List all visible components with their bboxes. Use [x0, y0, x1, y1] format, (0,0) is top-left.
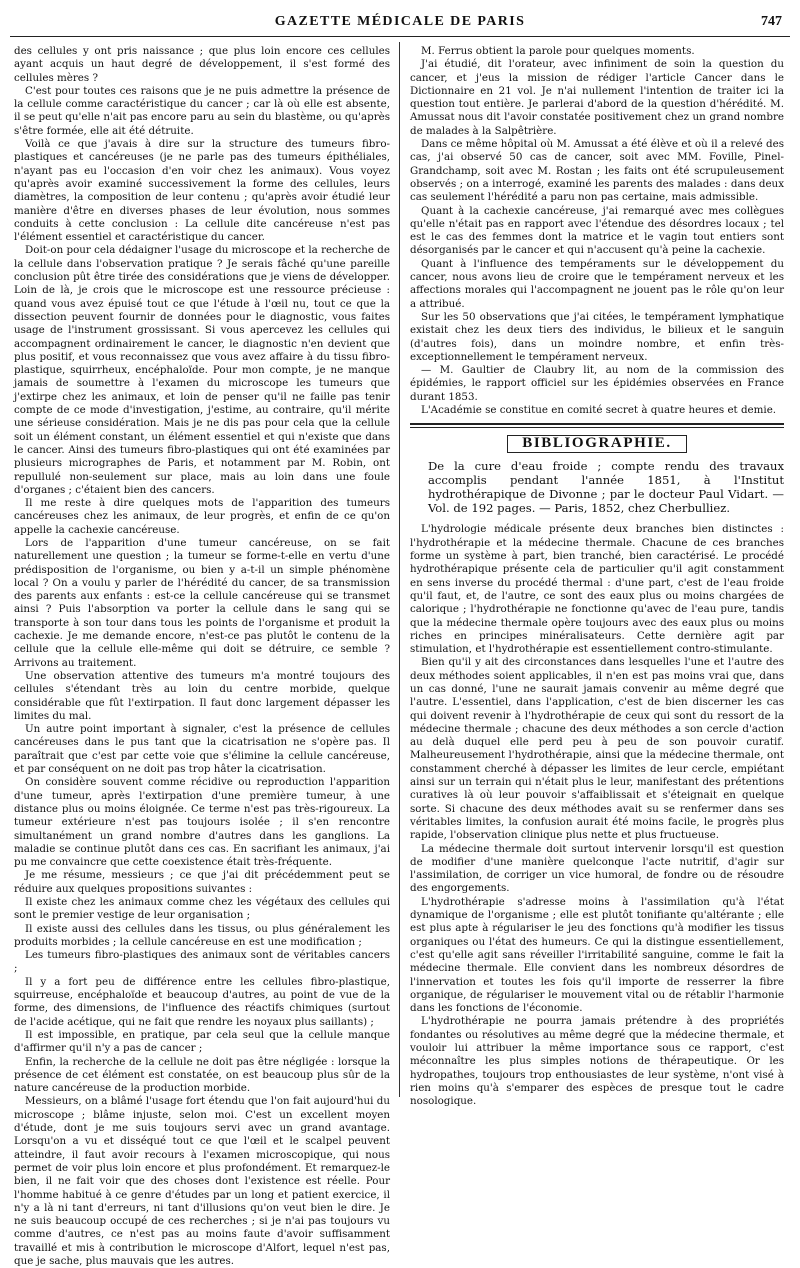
proposition: Il existe aussi des cellules dans les tissus, ou plus généralement les produits morbides ; la cellule cancéreuse en est une modification ; [14, 922, 390, 948]
review-paragraph: L'hydrothérapie ne pourra jamais prétendre à des propriétés fondantes ou résolutives au même degré que la médecine thermale, et vouloir lui attribuer la même importance sous ce rapport, c'est méconnaître les plus simples notions de thérapeutique. Or les hydropathes, toujours trop enthousiastes de leur système, n'ont visé à rien moins qu'à s'emparer des espèces de presque tout le cadre nosologique. [410, 1015, 784, 1108]
paragraph: L'Académie se constitue en comité secret à quatre heures et demie. [421, 404, 777, 417]
paragraph: Quant à l'influence des tempéraments sur le développement du cancer, nous avons lieu de croire que le tempérament nerveux et les affections morales qui l'accompagnent ne jouent pas le rôle qu'on leur a attribué. [410, 257, 784, 310]
page-header [10, 14, 790, 37]
paragraph: On considère souvent comme récidive ou reproduction l'apparition d'une tumeur, après l'extirpation d'une première tumeur, à une distance plus ou moins éloignée. Ce terme n'est pas très-rigoureux. La tumeur extérieure n'est pas toujours isolée ; il s'en rencontre simultanément un grand nombre d'autres dans les ganglions. La maladie se continue plutôt dans ces cas. En sacrifiant les animaux, j'ai pu me convaincre que cette coexistence était très-fréquente. [14, 776, 390, 869]
paragraph: C'est pour toutes ces raisons que je ne puis admettre la présence de la cellule comme caractéristique du cancer ; car là où elle est absente, il se peut qu'elle n'ait pas encore paru au sein du blastème, ou qu'après s'être formée, elle ait été détruite. [14, 84, 390, 137]
book-citation: De la cure d'eau froide ; compte rendu des travaux accomplis pendant l'année 1851, à l'Institut hydrothérapique de Divonne ; par le docteur Paul Vidart. — Vol. de 192 pages. — Paris, 1852, chez Cherbulliez. [428, 458, 784, 516]
page-number: 747 [761, 14, 782, 29]
review-paragraph: L'hydrologie médicale présente deux branches bien distinctes : l'hydrothérapie et la médecine thermale. Chacune de ces branches forme un système à part, bien tranché, bien caractérisé. Le procédé hydrothérapique présente cela de particulier qu'il agit constamment en sens inverse du procédé thermal : d'une part, c'est de l'eau froide qu'il faut, et, de l'autre, ce sont des eaux plus ou moins chargées de calorique ; l'hydrothérapie ne fonctionne qu'avec de l'eau pure, tandis que la médecine thermale opère toujours avec des eaux plus ou moins riches en principes minéralisateurs. Cette dernière agit par stimulation, et l'hydrothérapie est essentiellement contro-stimulante. [410, 523, 784, 656]
review-paragraph: L'hydrothérapie s'adresse moins à l'assimilation qu'à l'état dynamique de l'organisme ; elle est plutôt tonifiante qu'altérante ; elle est plus apte à régulariser le jeu des fonctions qu'à modifier les tissus organiques ou l'état des humeurs. Ce qui la distingue essentiellement, c'est qu'elle agit sans réveiller l'irritabilité sanguine, comme le fait la médecine thermale. Elle convient dans les nombreux désordres de l'innervation et toutes les fois qu'il importe de resserrer la fibre organique, de régulariser le mouvement vital ou de rétablir l'harmonie dans les fonctions de l'économie. [410, 895, 784, 1015]
book-entry [410, 459, 784, 516]
left-column [14, 45, 390, 1268]
proposition: Il existe chez les animaux comme chez les végétaux des cellules qui sont le premier vestige de leur organisation ; [14, 896, 390, 922]
column-divider [399, 42, 400, 1097]
proposition: Les tumeurs fibro-plastiques des animaux sont de véritables cancers ; [14, 949, 390, 975]
paragraph: Lors de l'apparition d'une tumeur cancéreuse, on se fait naturellement une question ; la tumeur se forme-t-elle en vertu d'une prédisposition de l'organisme, ou bien y a-t-il un simple phénomène local ? On a voulu y parler de l'hérédité du cancer, de sa transmission des parents aux enfants : est-ce la cellule cancéreuse qui se transmet ainsi ? Puis l'absorption va porter la cellule dans le sang qui se transporte à son tour dans tous les points de l'organisme et produit la cachexie. Je me demande encore, n'est-ce pas plutôt le contenu de la cellule que la cellule elle-même qui doit se détruire, ce semble ? Arrivons au traitement. [14, 536, 390, 669]
right-column [410, 45, 784, 1108]
paragraph: Une observation attentive des tumeurs m'a montré toujours des cellules s'étendant très au loin du centre morbide, quelque considérable que fût l'extirpation. Il faut donc largement dépasser les limites du mal. [14, 669, 390, 722]
paragraph: J'ai étudié, dit l'orateur, avec infiniment de soin la question du cancer, et j'eus la mission de rédiger l'article Cancer dans le Dictionnaire en 21 vol. Je n'ai nullement l'intention de traiter ici la question tout entière. Je parlerai d'abord de la question d'hérédité. M. Amussat nous dit l'avoir constatée positivement chez un grand nombre de malades à la Salpêtrière. [410, 58, 784, 137]
proposition: Il est impossible, en pratique, par cela seul que la cellule manque d'affirmer qu'il n'y a pas de cancer ; [14, 1028, 390, 1055]
paragraph: — M. Gaultier de Claubry lit, au nom de la commission des épidémies, le rapport officiel sur les épidémies observées en France durant 1853. [410, 364, 784, 403]
proposition: Il y a fort peu de différence entre les cellules fibro-plastique, squirreuse, encéphaloïde et beaucoup d'autres, au point de vue de la forme, des dimensions, de l'influence des réactifs chimiques (surtout de l'acide acétique, qui ne fait que rendre les noyaux plus saillants) ; [14, 975, 390, 1028]
section-rule [410, 423, 784, 428]
paragraph: Messieurs, on a blâmé l'usage fort étendu que l'on fait aujourd'hui du microscope ; blâme injuste, selon moi. C'est un excellent moyen d'étude, dont je me suis toujours servi avec un grand avantage. Lorsqu'on a vu et disséqué tout ce que l'œil et le scalpel peuvent atteindre, il faut avoir recours à l'examen microscopique, qui nous permet de voir plus loin encore et plus profondément. Et remarquez-le bien, il ne fait voir que des choses dont l'existence est réelle. Pour l'homme habitué à ce genre d'études par un long et patient exercice, il n'y a là ni tant d'erreurs, ni tant d'illusions qu'on veut bien le dire. Je ne suis beaucoup occupé de ces recherches ; si je n'ai pas toujours vu comme d'autres, ce n'est pas au moins faute d'avoir suffisamment travaillé et mis à contribution le microscope d'Alfort, lequel n'est pas, que je sache, plus mauvais que les autres. [14, 1095, 390, 1268]
review-paragraph: La médecine thermale doit surtout intervenir lorsqu'il est question de modifier d'une manière quelconque l'acte nutritif, d'agir sur l'assimilation, de corriger un vice humoral, de fondre ou de résoudre des engorgements. [410, 842, 784, 895]
paragraph: Dans ce même hôpital où M. Amussat a été élève et où il a relevé des cas, j'ai observé 50 cas de cancer, soit avec MM. Foville, Pinel-Grandchamp, soit avec M. Rostan ; les faits ont été scrupuleusement observés ; on a interrogé, examiné les parents des malades : dans deux cas seulement l'hérédité a paru non pas certaine, mais admissible. [410, 138, 784, 204]
paragraph: Je me résume, messieurs ; ce que j'ai dit précédemment peut se réduire aux quelques propositions suivantes : [14, 869, 390, 895]
section-heading [410, 435, 784, 452]
paragraph: Quant à la cachexie cancéreuse, j'ai remarqué avec mes collègues qu'elle n'était pas en rapport avec l'étendue des désordres locaux ; tel est le cas des femmes dont la matrice et le vagin tout entiers sont désorganisés par le cancer et qui n'accusent qu'à peine la cachexie. [410, 204, 784, 257]
paragraph: Sur les 50 observations que j'ai citées, le tempérament lymphatique existait chez les deux tiers des individus, le bilieux et le sanguin (d'autres fois), dans un moindre nombre, et enfin très-exceptionnellement le tempérament nerveux. [410, 310, 784, 363]
proposition: Enfin, la recherche de la cellule ne doit pas être négligée : lorsque la présence de cet élément est constatée, on est beaucoup plus sûr de la nature cancéreuse de la production morbide. [14, 1055, 390, 1095]
paragraph: M. Ferrus obtient la parole pour quelques moments. [421, 45, 695, 57]
review-paragraph: Bien qu'il y ait des circonstances dans lesquelles l'une et l'autre des deux méthodes soient applicables, il n'en est pas moins vrai que, dans un cas donné, l'une ne saurait jamais convenir au même degré que l'autre. L'essentiel, dans l'application, c'est de bien discerner les cas qui doivent revenir à l'hydrothérapie de ceux qui sont du ressort de la médecine thermale ; chacune des deux méthodes a son cercle d'action au delà duquel elle perd peu à peu de son pouvoir curatif. Malheureusement l'hydrothérapie, ainsi que la médecine thermale, ont constamment cherché à dépasser les limites de leur cercle, empiétant ainsi sur un terrain qui n'était plus le leur, manifestant des prétentions curatives là où leur pouvoir s'affaiblissait et s'éteignait en quelque sorte. Si chacune des deux méthodes avait su se renfermer dans ses véritables limites, la confusion aurait été moins facile, le progrès plus rapide, l'observation clinique plus nette et plus fructueuse. [410, 656, 784, 842]
paragraph: Doit-on pour cela dédaigner l'usage du microscope et la recherche de la cellule dans l'observation pratique ? Je serais fâché qu'une pareille conclusion pût être tirée des considérations que je viens de développer. Loin de là, je crois que le microscope est une ressource précieuse : quand vous avez épuisé tout ce que l'étude à l'œil nu, tout ce que la dissection peuvent fournir de données pour le diagnostic, vous faites usage de l'instrument grossissant. Si vous apercevez les cellules qui accompagnent ordinairement le cancer, le diagnostic n'en devient que plus positif, et vous reconnaissez que vous avez affaire à du tissu fibro-plastique, squirrheux, encéphaloïde. Pour mon compte, je ne manque jamais de soumettre à l'examen du microscope les tumeurs que j'extirpe chez les animaux, et loin de penser qu'il ne faille pas tenir compte de ce mode d'investigation, j'estime, au contraire, qu'il mérite une sérieuse considération. Mais je ne dis pas pour cela que la cellule soit un élément constant, un élément essentiel et qui n'existe que dans le cancer. Ainsi des tumeurs fibro-plastiques qui ont été examinées par plusieurs micrographes de Paris, et notamment par M. Robin, ont repullulé non-seulement sur place, mais au loin dans une foule d'organes ; c'étaient bien des cancers. [14, 244, 390, 496]
journal-title: GAZETTE MÉDICALE DE PARIS [274, 14, 526, 29]
paragraph: Voilà ce que j'avais à dire sur la structure des tumeurs fibro-plastiques et cancéreuses (je ne parle pas des tumeurs épithéliales, n'ayant pas eu l'occasion d'en voir chez les animaux). Vous voyez qu'après avoir examiné successivement la forme des cellules, leurs diamètres, la composition de leur contenu ; qu'après avoir étudié leur manière d'être en diverses phases de leur évolution, nous sommes conduits à cette conclusion : La cellule dite cancéreuse n'est pas l'élément essentiel et caractéristique du cancer. [14, 138, 390, 244]
paragraph: des cellules y ont pris naissance ; que plus loin encore ces cellules ayant acquis un haut degré de développement, il s'est formé des cellules mères ? [14, 45, 390, 84]
paragraph: Il me reste à dire quelques mots de l'apparition des tumeurs cancéreuses chez les animaux, de leur progrès, et enfin de ce qu'on appelle la cachexie cancéreuse. [14, 497, 390, 536]
bibliography-title: BIBLIOGRAPHIE. [507, 435, 687, 452]
paragraph: Un autre point important à signaler, c'est la présence de cellules cancéreuses dans le pus tant que la cicatrisation ne s'opère pas. Il paraîtrait que c'est par cette voie que s'élimine la cellule cancéreuse, et par conséquent on ne doit pas trop hâter la cicatrisation. [14, 723, 390, 776]
